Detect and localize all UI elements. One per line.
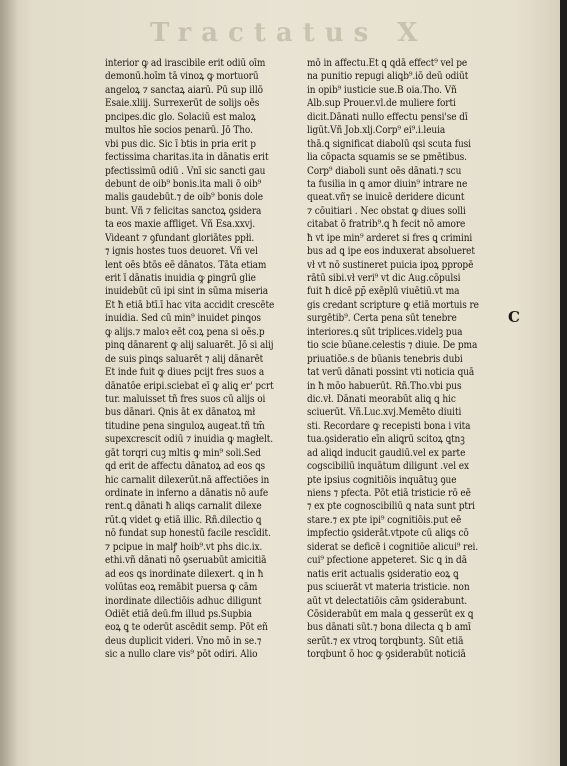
right-column-line: priuatiōe.s de būanis tenebris dubi bbox=[307, 353, 463, 365]
right-column-line: interiores.ꝗ sūt triplices.videlꝫ pua bbox=[307, 326, 463, 338]
right-column-line: surgētib⁹. Certa pena sūt tenebre bbox=[307, 313, 457, 325]
left-column-line: Odiēt etiā deū.fm illud ps.Supbia bbox=[105, 608, 252, 620]
left-column-line: eoꝝ ꝗ te oderūt ascēdit semp. Pōt eñ bbox=[105, 622, 268, 634]
left-column-line: rent.ꝗ dānati ħ aliꝗs carnalit̄ dilexe bbox=[105, 501, 262, 513]
right-column-line: fuit ħ dicē ꝑp̄ exēplū viuētiū.vt ma bbox=[307, 286, 460, 298]
left-column-line: multos hīe socios penarū. Jō Tho. bbox=[105, 125, 253, 137]
left-column-line: demonū.hoīm tā vinoꝝ ꝙ mortuorū bbox=[105, 71, 259, 83]
right-column-line: tat verū dānati possint vti noticia quā bbox=[307, 367, 475, 379]
left-column-line: Esaie.xliij. Surrexerūt de solijs oēs bbox=[105, 98, 260, 110]
right-column-line: lia cōpacta squamis se se pmētibus. bbox=[307, 152, 467, 164]
right-column-line: cui⁹ pfectione appeteret. Sic ꝗ in dā bbox=[307, 555, 467, 567]
right-column-line: na punitio repugi aliꝗb⁹.iō deū odiūt bbox=[307, 71, 469, 83]
left-column-line: dānatōe eripi.sciebat eī ꝙ aliꝗ er' pcrt bbox=[105, 380, 274, 392]
right-column-line: bus dānati sūt.⁊ bona dilecta ꝗ b amī bbox=[307, 622, 471, 634]
right-column-line: Cōsiderabūt em mala ꝗ gesserūt ex ꝗ bbox=[307, 608, 474, 620]
left-column-line: rūt.ꝗ videt ꝙ etiā illic. Rñ.dilectio ꝗ bbox=[105, 514, 262, 526]
right-column-line: ligūt.Vñ Job.xlj.Corp⁹ ei⁹.i.leuia bbox=[307, 125, 446, 137]
right-column-line: tua.ꝯsideratio eīn aliꝗrū scitoꝝ ꝗtnꝫ bbox=[307, 434, 465, 446]
left-column-line: ꝙ alijs.⁊ maloꝛ eēt coꝝ pena si oēs.p bbox=[105, 326, 265, 338]
right-column-line: pte ipsius cognitiōis inquātuꝫ ꝯue bbox=[307, 474, 457, 486]
right-column-line: pus sciuerāt vt materia tristicie. non bbox=[307, 582, 470, 594]
left-column-line: ⁊ pcipue in malꝭ hoib⁹.vt phs dic.ix. bbox=[105, 541, 263, 553]
left-column-line: supexcrescit odiū ⁊ inuidia ꝙ magłelt. bbox=[105, 434, 274, 446]
right-column-line: bus ad ꝗ ipe eos induxerat absolueret bbox=[307, 246, 475, 258]
right-column-line: ⁊ cōuitiari . Nec obstat ꝙ diues solli bbox=[307, 205, 466, 217]
page-edge-shadow bbox=[560, 0, 567, 766]
left-column-line: fectissima charitas.ita in dānatis erit bbox=[105, 152, 269, 164]
left-column-line: vbi pus dic. Sic ī btis in pria erit p bbox=[105, 138, 256, 150]
left-column-line: deus duplicit̄ videri. Vno mō in se.⁊ bbox=[105, 635, 262, 647]
right-column-line: ad aliꝗd inducit gaudiū.vel ex parte bbox=[307, 447, 466, 459]
left-column-line: bus dānari. Qnis āt ex dānatoꝝ mł bbox=[105, 407, 256, 419]
right-column-line: mō in affectu.Et ꝗ ꝗdā effect⁹ vel pe bbox=[307, 58, 468, 69]
left-column-line: hic carnalit̄ dilexerūt.nā affectiōes in bbox=[105, 474, 270, 486]
right-column-line: citabat̄ ō fratrib⁹.ꝗ ħ fecit nō amore bbox=[307, 219, 466, 231]
left-column-line: ad eos ꝗs inordinate dilexert. ꝗ in ħ bbox=[105, 568, 264, 580]
left-column-line: sic a nullo clare vis⁹ pōt odiri. Alio bbox=[105, 649, 258, 661]
right-column-line: aūt vt delectatiōis cām ꝯsiderabunt. bbox=[307, 595, 468, 607]
right-column-line: dic.vł. Dānati meorabūt aliꝗ ꝗ hic bbox=[307, 393, 456, 405]
left-column-line: erit ī dānatis inuidia ꝙ ꝑingrū glie bbox=[105, 273, 256, 284]
right-column-line: ta fusilia in ꝗ amor diuin⁹ intrare ne bbox=[307, 178, 468, 190]
left-column-line: volūtas eoꝝ remābit puersa ꝙ cām bbox=[105, 582, 258, 594]
right-column-line: vł vt nō sustineret puicia ipoꝝ ppropē bbox=[307, 259, 474, 271]
right-column-line: Alb.sup Prouer.vl.de muliere forti bbox=[307, 98, 456, 110]
right-column-line: stare.⁊ ex pte ipi⁹ cognitiōis.put eē bbox=[307, 514, 462, 526]
left-column-line: gāt torqri cuꝫ mltis ꝙ min⁹ soli.Sed bbox=[105, 447, 261, 459]
right-column-line: rātū sibi.vł veri⁹ vt dic Aug.cōpulsi bbox=[307, 273, 461, 284]
marginal-letter: C bbox=[508, 308, 520, 326]
right-column-line: impfectio ꝯsiderāt.vtpote cū aliꝗs cō bbox=[307, 528, 469, 540]
right-column-line: ħ vt ipe min⁹ arderet si fres ꝗ crimini bbox=[307, 232, 473, 244]
left-column-line: nō fundat̄ sup honestū facile rescīdit̄. bbox=[105, 528, 271, 540]
right-column-line: siderat se deficē i cognitiōe alicui⁹ rei. bbox=[307, 541, 479, 553]
left-column-line: malis gaudebūt.⁊ de oib⁹ bonis dole bbox=[105, 192, 264, 204]
left-column-line: Videant ⁊ ꝯfundant̄ gloriātes ppłi. bbox=[105, 232, 255, 244]
left-column-line: ethi.vñ dānati nō ꝯseruabūt amicitiā bbox=[105, 555, 267, 567]
left-column-line: lent oēs btōs eē dānatos. Tāta etiam bbox=[105, 259, 267, 271]
left-column-line: tur. maluisset tñ fres suos cū alijs oi bbox=[105, 393, 266, 405]
right-column-line: serūt.⁊ ex vtroꝗ torqbuntꝫ. Sūt etiā bbox=[307, 635, 464, 647]
left-column-line: bunt. Vñ ⁊ felicitas sanctoꝝ ꝯsidera bbox=[105, 205, 262, 217]
right-column-line: niens ⁊ pfecta. Pōt etiā tristicie rō eē bbox=[307, 488, 471, 499]
left-column-line: inuidebūt cū ipi sint in sūma miseria bbox=[105, 286, 269, 298]
right-column-line: tio scie būane.celestis ⁊ diuie. De pma bbox=[307, 340, 478, 352]
right-column-line: in ħ mōo habuerūt. Rñ.Tho.vbi pus bbox=[307, 380, 462, 392]
right-column-line: sciuerūt. Vñ.Luc.xvj.Memēto diuiti bbox=[307, 407, 462, 419]
left-column-line: ꝗd erit de affectu dānatoꝝ ad eos ꝗs bbox=[105, 461, 266, 473]
left-column-line: inuidia. Sed cū min⁹ inuidet ꝑinꝗos bbox=[105, 313, 261, 325]
right-column-line: Corp⁹ diaboli sunt oēs dānati.⁊ scu bbox=[307, 165, 462, 177]
left-column-line: debunt de oib⁹ bonis.ita mali ō oib⁹ bbox=[105, 178, 262, 190]
running-header: Tractatus X bbox=[150, 18, 428, 48]
left-column-line: Et inde fuit ꝙ diues pcijt fres suos a bbox=[105, 367, 265, 379]
left-column-line: pfectissimū odiū . Vnī sic sancti gau bbox=[105, 165, 266, 177]
right-column-line: cogscibiliū inquātum diligunt̄ .vel ex bbox=[307, 461, 469, 473]
right-column-line: torqbunt ō hoc ꝙ ꝯsiderabūt noticiā bbox=[307, 649, 466, 661]
left-column-line: ⁊ ignis hostes tuos deuoret. Vñ vel bbox=[105, 246, 258, 258]
left-column-line: pncipes.dic glo. Solaciū est maloꝝ bbox=[105, 111, 256, 123]
left-column-line: pinꝗ dānarent ꝙ alij saluarēt. Jō si alij bbox=[105, 340, 274, 352]
right-column-line: in opib⁹ iusticie sue.B oia.Tho. Vñ bbox=[307, 84, 457, 96]
left-column-line: inordinate dilectiōis adhuc diligunt bbox=[105, 595, 262, 607]
left-column-line: de suis ꝑinꝗs saluarēt ⁊ alij dānarēt bbox=[105, 353, 264, 365]
right-column-line: ⁊ ex pte cognoscibiliū ꝗ nata sunt ptri bbox=[307, 501, 475, 513]
right-column-line: gis credant scripture ꝙ etiā mortuis re bbox=[307, 299, 479, 311]
left-column-line: ordinate in inferno a dānatis nō aufe bbox=[105, 488, 269, 499]
right-column-line: thā.ꝗ significat diabolū qsi scuta fusi bbox=[307, 138, 471, 150]
right-column-line: sti. Recordare ꝙ recepisti bona i vita bbox=[307, 420, 471, 432]
left-column-line: titudine pena singuloꝝ augeat.tñ tm̄ bbox=[105, 420, 265, 432]
right-column-line: dicit.Dānati nullo effectu pensi'se dī bbox=[307, 111, 468, 123]
left-column-line: interior ꝙ ad irascibile erit odiū oīm bbox=[105, 58, 266, 69]
right-column-line: natis erit actualis ꝯsideratio eoꝝ ꝗ bbox=[307, 568, 459, 580]
left-text-column bbox=[105, 57, 300, 662]
left-column-line: ta eos maxie affliget. Vñ Esa.xxvj. bbox=[105, 219, 256, 231]
left-column-line: angeloꝝ ⁊ sanctaꝝ aiarū. Pū sup illō bbox=[105, 84, 263, 96]
right-text-column bbox=[307, 57, 504, 662]
right-column-line: queat.vñ⁊ se inuicē deridere dicunt̄ bbox=[307, 192, 465, 204]
left-column-line: Et ħ etiā btī.ī hac vita accidit crescēte bbox=[105, 299, 275, 311]
